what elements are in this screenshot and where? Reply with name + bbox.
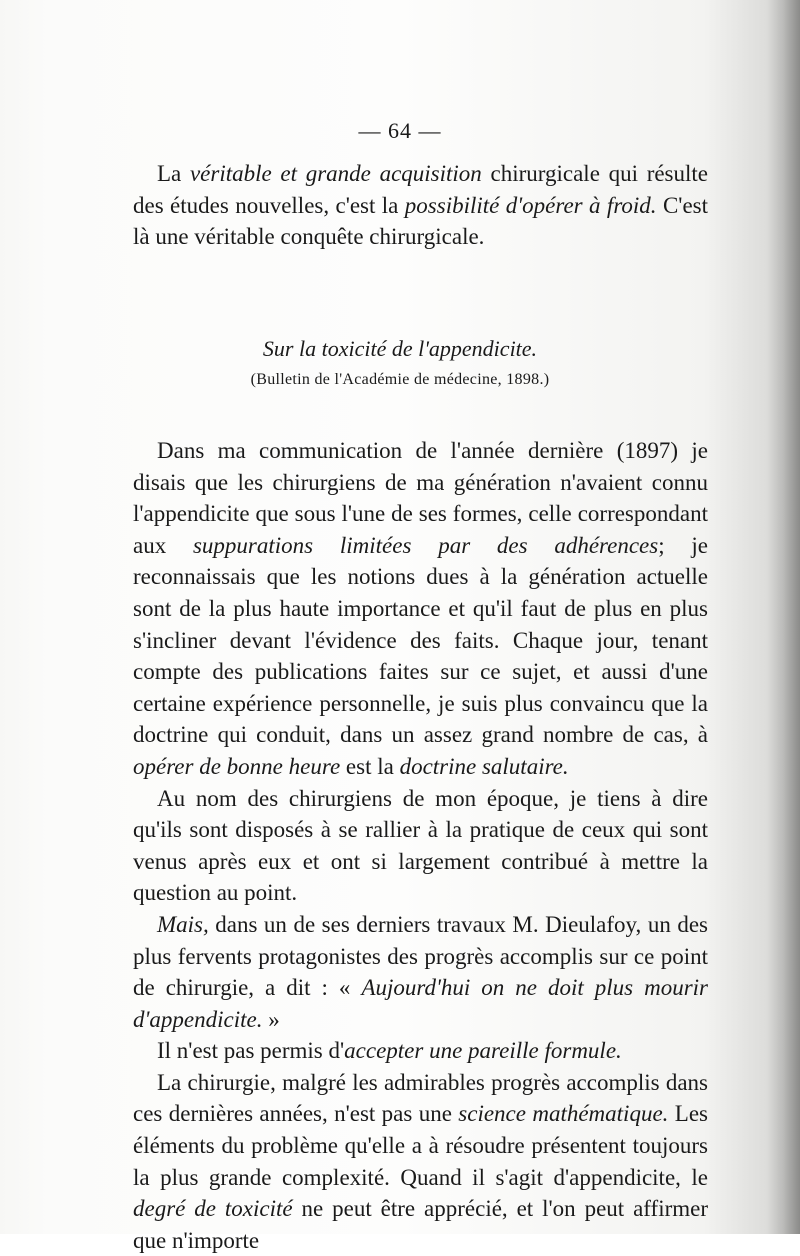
p5-emphasis-2: degré de toxicité xyxy=(133,1196,293,1222)
section-title: Sur la toxicité de l'appendicite. xyxy=(262,336,538,361)
intro-prefix: La xyxy=(157,161,190,186)
intro-text xyxy=(133,158,708,253)
p5-text-c: ne peut être apprécié, et l'on peut affirmer que n'importe xyxy=(133,1196,709,1253)
p1-emphasis-3: doctrine salutaire. xyxy=(399,753,569,779)
p1-emphasis-2: opérer de bonne heure xyxy=(133,753,341,779)
paragraph-3 xyxy=(133,909,708,1035)
p3-emphasis-2: Aujourd'hui on ne doit plus mourir d'appendicite. xyxy=(133,975,709,1032)
article-body xyxy=(133,435,708,1256)
p1-text-b: ; je reconnaissais que les notions dues à la génération actuelle sont de la plus haute importance et qu'il faut de plus en plus s'incliner devant l'évidence des faits. Chaque jour, tenant compte des publications faites sur ce sujet, et aussi d'une certaine expérience personnelle, je suis plus convaincu que la doctrine qui conduit, dans un assez grand nombre de cas, à xyxy=(133,532,708,748)
intro-middle: chirurgicale qui résulte des études nouvelles, c'est la xyxy=(133,161,708,218)
section-source: (Bulletin de l'Académie de médecine, 1898.) xyxy=(250,371,550,388)
intro-emphasis-1: véritable et grande acquisition xyxy=(189,161,482,186)
p3-text-a: dans un de ses derniers travaux M. Dieulafoy, un des plus fervents protagonistes des progrès accomplis sur ce point de chirurgie, a dit : « xyxy=(133,911,708,1001)
p1-text-a: Dans ma communication de l'année dernière (1897) je disais que les chirurgiens de ma génération n'avaient connu l'appendicite que sous l'une de ses formes, celle correspondant aux xyxy=(133,438,708,558)
paragraph-5 xyxy=(133,1067,708,1256)
paragraph-1 xyxy=(133,435,708,783)
p5-text-a: La chirurgie, malgré les admirables progrès accomplis dans ces dernières années, n'est pas une xyxy=(133,1069,708,1127)
page-edge-shadow xyxy=(766,0,800,1234)
paragraph-4 xyxy=(133,1035,708,1067)
paragraph-2: Au nom des chirurgiens de mon époque, je tiens à dire qu'ils sont disposés à se rallier à la pratique de ceux qui sont venus après eux et ont si largement contribué à mettre la question au point. xyxy=(133,785,708,906)
page-number: — 64 — xyxy=(358,118,442,143)
p4-emphasis-1: accepter une pareille formule. xyxy=(344,1038,622,1064)
p3-emphasis-1: Mais, xyxy=(157,911,209,937)
p4-text-a: Il n'est pas permis d' xyxy=(157,1038,345,1064)
intro-emphasis-2: possibilité d'opérer à froid. xyxy=(404,192,657,218)
intro-suffix: C'est là une véritable conquête chirurgicale. xyxy=(133,192,708,250)
p1-emphasis-1: suppurations limitées par des adhérences xyxy=(192,532,659,558)
p5-text-b: Les éléments du problème qu'elle a à résoudre présentent toujours la plus grande complexité. Quand il s'agit d'appendicite, le xyxy=(133,1101,708,1190)
p1-text-c: est la xyxy=(340,753,400,779)
p5-emphasis-1: science mathématique. xyxy=(458,1101,669,1127)
p3-text-b: » xyxy=(262,1006,280,1032)
intro-paragraph xyxy=(133,158,708,253)
